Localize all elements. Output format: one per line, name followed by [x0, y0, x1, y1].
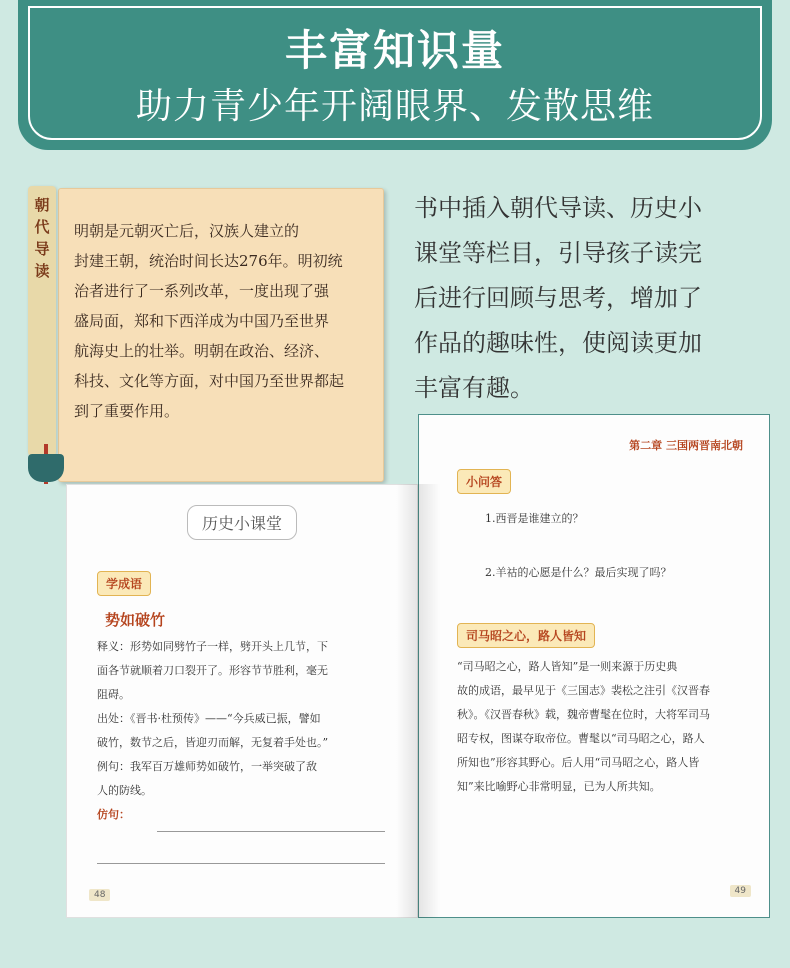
idiom-line: 例句：我军百万雄师势如破竹，一举突破了敌	[97, 760, 317, 773]
story-line: 所知也”形容其野心。后人用“司马昭之心，路人皆	[457, 756, 700, 769]
description-line: 作品的趣味性，使阅读更加	[414, 329, 702, 357]
story-line: 秋》。《汉晋春秋》载，魏帝曹髦在位时，大将军司马	[457, 708, 710, 721]
pot-decoration	[28, 454, 64, 482]
idiom-line: 破竹，数节之后，皆迎刃而解，无复着手处也。”	[97, 736, 329, 749]
qa-content	[485, 507, 755, 585]
card-scroll	[28, 186, 56, 456]
idiom-line: 释义：形势如同劈竹子一样，劈开头上几节，下	[97, 640, 328, 653]
idiom-tag: 学成语	[97, 571, 151, 596]
question: 1.西晋是谁建立的？	[485, 512, 584, 525]
card-line: 航海史上的壮举。明朝在政治、经济、	[74, 342, 330, 360]
open-book	[66, 414, 770, 918]
card-line: 治者进行了一系列改革，一度出现了强	[74, 282, 330, 300]
page-number: 49	[730, 885, 751, 897]
description	[414, 186, 754, 411]
idiom-line: 出处：《晋书·杜预传》——“今兵威已振，譬如	[97, 712, 321, 725]
writing-line	[157, 831, 385, 832]
idiom-line: 阻碍。	[97, 688, 130, 701]
header-banner	[18, 0, 772, 150]
idiom-line: 仿句：	[97, 808, 130, 821]
book-spine	[396, 484, 440, 918]
card-scroll-label: 朝代导读	[34, 196, 50, 280]
chapter-title: 第二章 三国两晋南北朝	[629, 439, 743, 452]
card-line: 盛局面，郑和下西洋成为中国乃至世界	[74, 312, 330, 330]
banner-subtitle: 助力青少年开阔眼界、发散思维	[135, 86, 654, 127]
story-line: “司马昭之心，路人皆知”是一则来源于历史典	[457, 660, 678, 673]
history-class-tag: 历史小课堂	[187, 505, 297, 540]
description-line: 课堂等栏目，引导孩子读完	[414, 239, 702, 267]
page-number: 48	[89, 889, 110, 901]
qa-tag: 小问答	[457, 469, 511, 494]
idiom-line: 人的防线。	[97, 784, 152, 797]
idiom-line: 面各节就顺着刀口裂开了。形容节节胜利，毫无	[97, 664, 328, 677]
idiom-content	[97, 635, 397, 827]
story-line: 故的成语，最早见于《三国志》裴松之注引《汉晋春	[457, 684, 710, 697]
card-line: 科技、文化等方面，对中国乃至世界都起	[74, 372, 345, 390]
writing-line	[97, 863, 385, 864]
card-text	[74, 216, 374, 426]
card-line: 明朝是元朝灭亡后，汉族人建立的	[74, 222, 300, 240]
card-line: 到了重要作用。	[74, 402, 180, 420]
story-line: 昭专权，图谋夺取帝位。曹髦以“司马昭之心，路人	[457, 732, 705, 745]
idiom-title: 势如破竹	[105, 611, 166, 629]
story-line: 知”来比喻野心非常明显，已为人所共知。	[457, 780, 661, 793]
description-line: 丰富有趣。	[414, 374, 534, 402]
right-page	[418, 414, 770, 918]
question: 2.羊祜的心愿是什么？最后实现了吗？	[485, 566, 672, 579]
description-line: 后进行回顾与思考，增加了	[414, 284, 702, 312]
story-tag: 司马昭之心，路人皆知	[457, 623, 595, 648]
description-line: 书中插入朝代导读、历史小	[414, 194, 702, 222]
story-content	[457, 655, 757, 799]
card-line: 封建王朝，统治时间长达276年。明初统	[74, 252, 343, 270]
banner-title: 丰富知识量	[284, 26, 505, 75]
left-page	[66, 484, 418, 918]
